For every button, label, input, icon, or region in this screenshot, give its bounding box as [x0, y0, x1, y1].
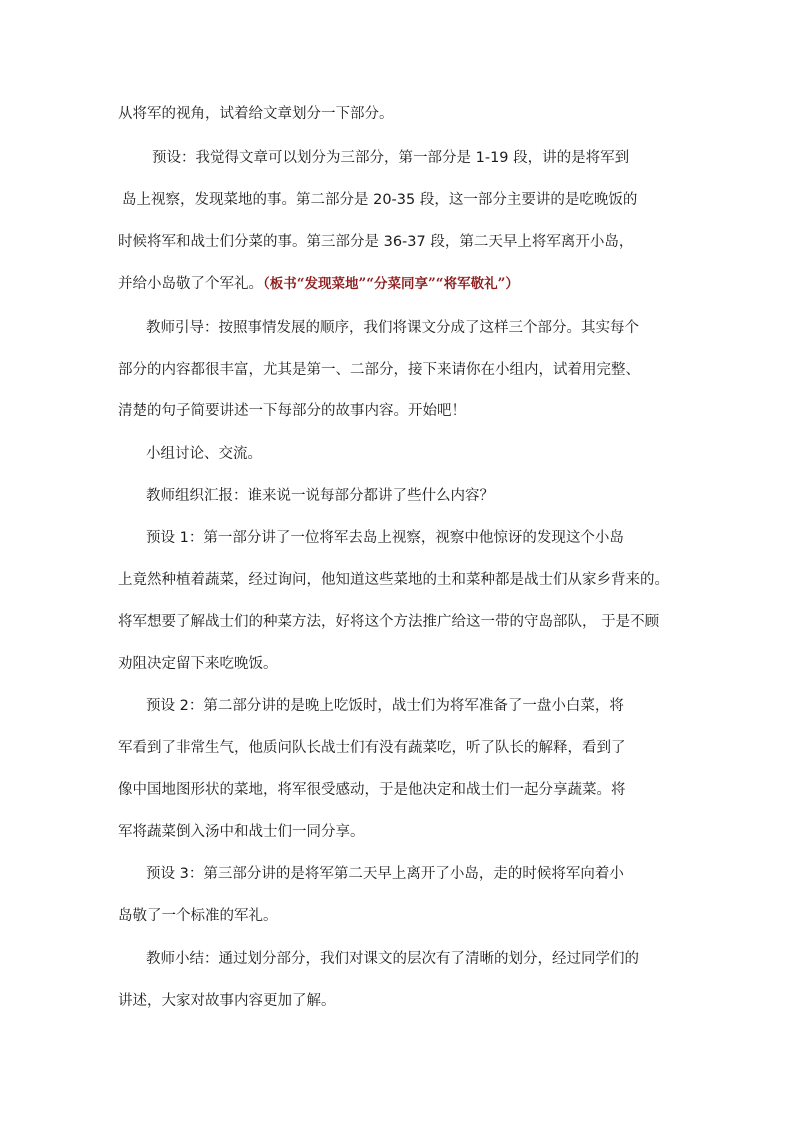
text-line-15: 预设 2：第二部分讲的是晚上吃饭时，战士们为将军准备了一盘小白菜，将 — [146, 698, 624, 714]
text-line-8: 清楚的句子简要讲述一下每部分的故事内容。开始吧！ — [118, 403, 466, 419]
text-line-1: 从将军的视角，试着给文章划分一下部分。 — [118, 106, 394, 122]
text-line-12: 上竟然种植着蔬菜，经过询问，他知道这些菜地的土和菜种都是战士们从家乡背来的。 — [118, 572, 669, 588]
board-note: （板书“发现菜地”“分菜同享”“将军敬礼”） — [263, 276, 519, 292]
text-line-13: 将军想要了解战士们的种菜方法，好将这个方法推广给这一带的守岛部队， 于是不顾 — [118, 614, 660, 630]
text-line-5 — [118, 274, 519, 294]
text-line-22: 讲述，大家对故事内容更加了解。 — [118, 993, 336, 1009]
text-line-7: 部分的内容都很丰富，尤其是第一、二部分，接下来请你在小组内，试着用完整、 — [118, 362, 640, 378]
text-line-6: 教师引导：按照事情发展的顺序，我们将课文分成了这样三个部分。其实每个 — [146, 320, 639, 336]
text-line-11: 预设 1：第一部分讲了一位将军去岛上视察，视察中他惊讶的发现这个小岛 — [146, 530, 624, 546]
text-line-9: 小组讨论、交流。 — [146, 446, 262, 462]
text-line-2: 预设：我觉得文章可以划分为三部分，第一部分是 1-19 段，讲的是将军到 — [152, 150, 630, 166]
text-line-21: 教师小结：通过划分部分，我们对课文的层次有了清晰的划分，经过同学们的 — [146, 951, 639, 967]
text-line-14: 劝阻决定留下来吃晚饭。 — [118, 656, 278, 672]
text-line-16: 军看到了非常生气，他质问队长战士们有没有蔬菜吃，听了队长的解释，看到了 — [118, 740, 626, 756]
text-line-10: 教师组织汇报：谁来说一说每部分都讲了些什么内容？ — [146, 488, 494, 504]
text-line-3: 岛上视察，发现菜地的事。第二部分是 20-35 段，这一部分主要讲的是吃晚饭的 — [122, 192, 638, 208]
text-line-17: 像中国地图形状的菜地，将军很受感动，于是他决定和战士们一起分享蔬菜。将 — [118, 782, 626, 798]
text-line-5-main: 并给小岛敬了个军礼。 — [118, 276, 263, 292]
text-line-18: 军将蔬菜倒入汤中和战士们一同分享。 — [118, 824, 365, 840]
text-line-20: 岛敬了一个标准的军礼。 — [118, 908, 278, 924]
text-line-19: 预设 3：第三部分讲的是将军第二天早上离开了小岛，走的时候将军向着小 — [146, 866, 624, 882]
text-line-4: 时候将军和战士们分菜的事。第三部分是 36-37 段，第二天早上将军离开小岛， — [118, 234, 634, 250]
